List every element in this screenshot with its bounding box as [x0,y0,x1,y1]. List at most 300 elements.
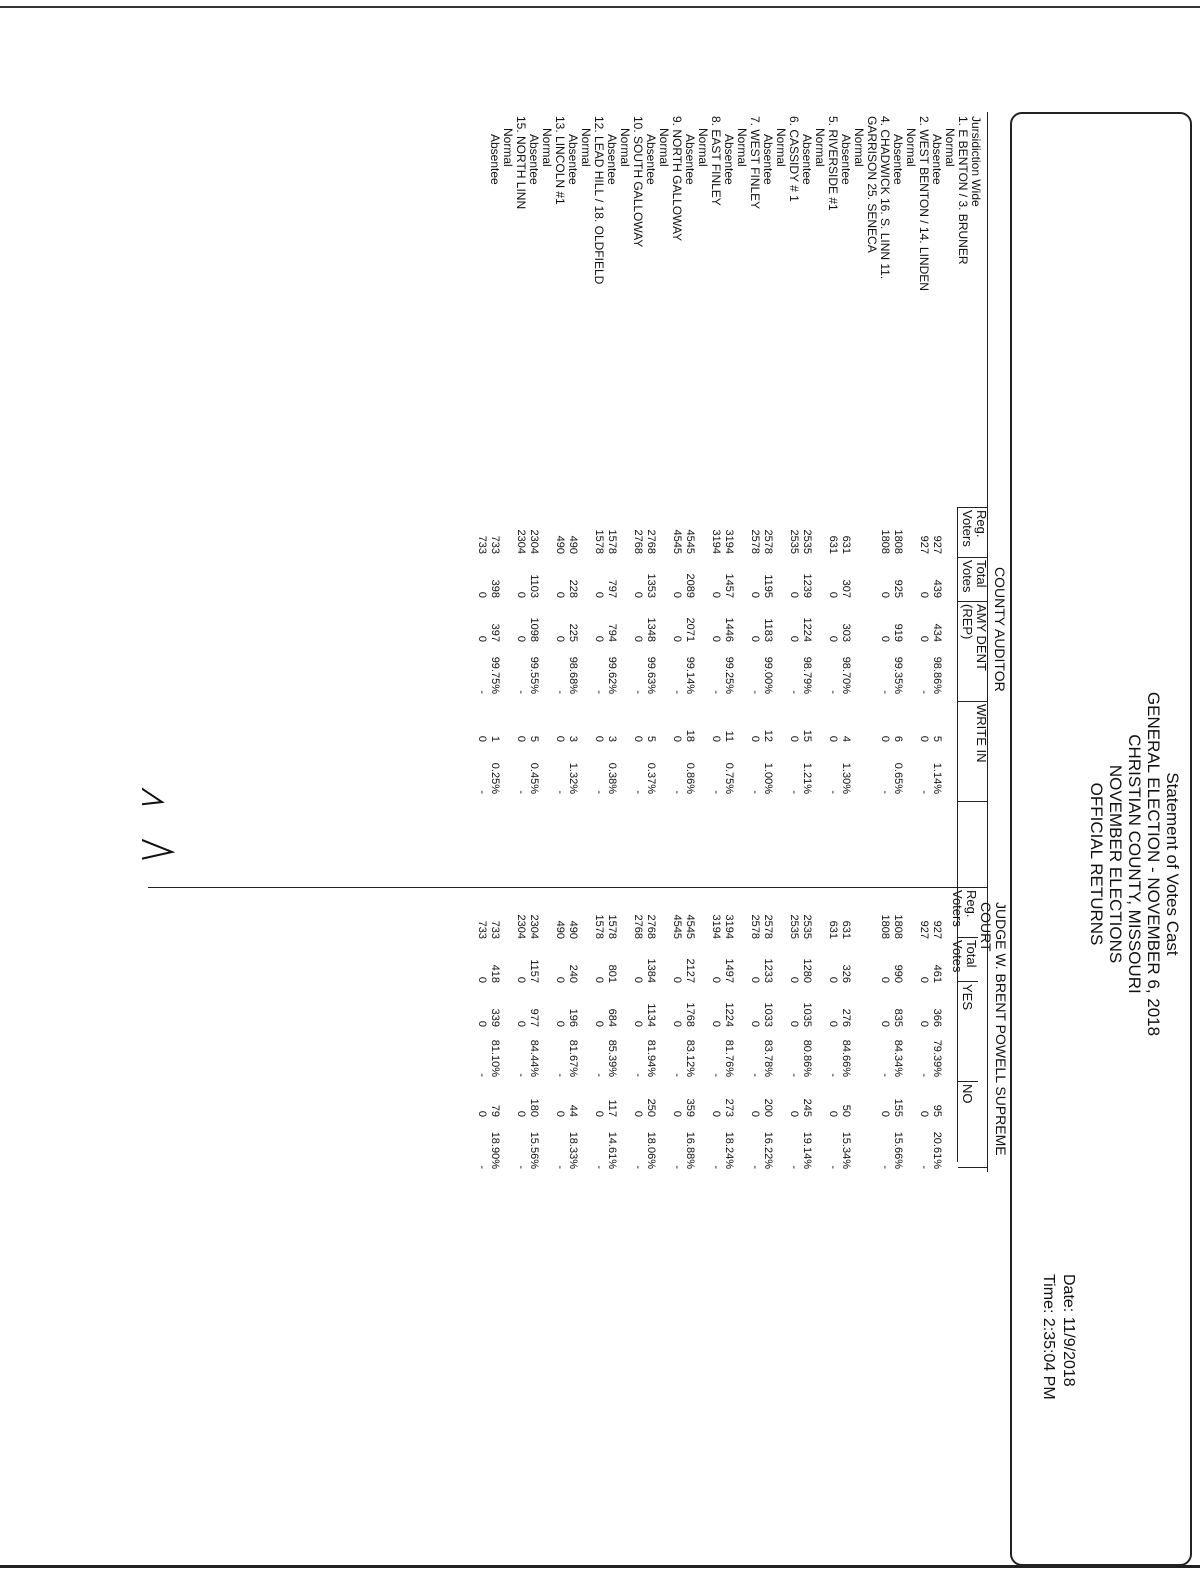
header-text: (REP) [960,604,975,640]
jurisdiction-group: 6. CASSIDY # 1 [787,116,801,202]
table-cell: 1224 [801,617,813,642]
table-cell: 200 [762,1098,774,1117]
table-cell: 631 [840,920,852,939]
table-cell: 0 [788,976,800,983]
table-row [891,507,904,882]
table-cell: 2578 [762,914,774,939]
jurisdiction-rows [488,116,969,406]
judge-title [978,902,1008,1156]
table-cell: 0 [593,591,605,598]
table-cell: - [593,790,605,794]
table-cell: 1224 [723,1002,735,1027]
table-cell: 1768 [684,1002,696,1027]
jurisdiction-subrow: Absentee [683,134,697,185]
table-row [605,887,618,1177]
table-cell: 0.45% [528,762,540,794]
header-text: Votes [960,560,975,593]
table-cell: 490 [567,920,579,939]
table-cell: 733 [476,535,488,554]
table-cell: 307 [840,579,852,598]
table-cell: 99.62% [606,656,618,694]
table-cell: 196 [567,1008,579,1027]
signature-scribble [142,762,172,952]
table-row [540,887,553,1177]
table-cell: 0 [879,591,891,598]
table-cell: 0 [827,1020,839,1027]
table-cell: 990 [892,964,904,983]
header-bottom-rule [957,507,958,1162]
judge-title-line2: COURT [978,902,994,952]
judge-no-header: NO [960,1084,975,1104]
table-cell: 0 [749,976,761,983]
header-box [1010,112,1192,1566]
table-cell: 1280 [801,958,813,983]
table-cell: 0 [515,735,527,742]
table-cell: - [710,790,722,794]
table-row [475,507,488,882]
table-cell: 15 [801,729,813,742]
table-cell: 0 [671,1020,683,1027]
table-cell: 4545 [684,914,696,939]
table-cell: 0 [632,635,644,642]
table-row [644,507,657,882]
table-cell: 15.66% [892,1131,904,1169]
table-row [865,887,878,1177]
table-cell: 19.14% [801,1131,813,1169]
table-cell: 18 [684,729,696,742]
table-row [943,887,956,1177]
table-cell: 79 [489,1104,501,1117]
table-cell: 1134 [645,1003,657,1027]
table-cell: 0 [476,591,488,598]
table-cell: 98.70% [840,656,852,694]
table-cell: 20.61% [931,1131,943,1169]
jurisdiction-subrow: Normal [579,128,593,167]
table-cell: 6 [892,735,904,742]
table-cell: 1033 [762,1002,774,1027]
title-line: Statement of Votes Cast [1163,772,1182,956]
table-cell: - [632,1073,644,1077]
table-row [878,887,891,1177]
jurisdiction-subrow: Normal [904,128,918,167]
table-row [553,507,566,882]
table-cell: 250 [645,1098,657,1117]
table-cell: 12 [762,729,774,742]
table-cell: 2304 [515,914,527,939]
table-cell: 0 [671,591,683,598]
table-cell: 15.34% [840,1131,852,1169]
table-row [761,887,774,1177]
table-cell: 397 [489,623,501,642]
table-row [774,507,787,882]
jurisdiction-header: Jursidiction Wide [969,116,983,207]
table-cell: 81.67% [567,1039,579,1077]
column-rule [958,1167,988,1168]
table-row [618,887,631,1177]
table-cell: 0 [632,591,644,598]
table-cell: 2089 [684,573,696,598]
table-top-rule [987,112,988,1172]
table-cell: 684 [606,1008,618,1027]
table-cell: 3194 [723,529,735,554]
table-cell: 3 [567,735,579,742]
table-cell: 2304 [528,914,540,939]
table-cell: 0.38% [606,762,618,794]
statement-sheet [142,112,1192,1572]
table-cell: 0 [554,591,566,598]
table-cell: 84.66% [840,1039,852,1077]
table-cell: - [632,690,644,694]
table-cell: - [593,690,605,694]
jurisdiction-subrow: Normal [735,128,749,167]
table-cell: - [515,790,527,794]
table-cell: 240 [567,964,579,983]
header-text: Reg. [964,890,979,918]
table-cell: 1.14% [931,762,943,794]
table-cell: - [710,1073,722,1077]
table-cell: 927 [931,920,943,939]
table-cell: 85.39% [606,1039,618,1077]
table-cell: 18.06% [645,1131,657,1169]
table-cell: 155 [892,1098,904,1117]
table-row [800,507,813,882]
table-cell: 835 [892,1008,904,1027]
table-cell: 0 [827,735,839,742]
jurisdiction-subrow: Normal [774,128,788,167]
table-cell: 0 [476,735,488,742]
table-cell: 2535 [788,914,800,939]
table-row [670,507,683,882]
table-row [592,887,605,1177]
table-row [657,887,670,1177]
table-row [514,887,527,1177]
jurisdiction-subrow: Normal [813,128,827,167]
table-cell: 44 [567,1104,579,1117]
table-cell: 1 [489,735,501,742]
table-cell: - [515,1165,527,1169]
jurisdiction-group: 2. WEST BENTON / 14. LINDEN [917,116,931,291]
table-cell: - [879,1073,891,1077]
table-cell: 98.86% [931,656,943,694]
column-rule [958,701,988,702]
table-cell: 0 [749,735,761,742]
table-cell: 0 [671,735,683,742]
table-cell: 927 [918,535,930,554]
table-row [579,887,592,1177]
column-rule [958,601,988,602]
table-cell: 1497 [723,958,735,983]
header-text: Total [974,560,989,588]
table-cell: 117 [606,1099,618,1117]
table-cell: 339 [489,1008,501,1027]
table-cell: 4545 [671,529,683,554]
table-row [839,887,852,1177]
table-cell: 0 [749,591,761,598]
table-cell: 631 [840,535,852,554]
table-cell: 1157 [528,959,540,983]
table-cell: 0.37% [645,762,657,794]
table-row [852,887,865,1177]
auditor-reg-header [960,510,988,547]
table-cell: 1.30% [840,762,852,794]
table-row [670,887,683,1177]
table-row [722,507,735,882]
table-cell: 2768 [632,529,644,554]
top-page-rule [0,6,1200,8]
table-cell: 2768 [632,914,644,939]
table-cell: 0 [879,635,891,642]
table-cell: 0 [515,591,527,598]
jurisdiction-subrow: Absentee [566,134,580,185]
table-cell: 1103 [528,574,540,598]
table-cell: 14.61% [606,1131,618,1169]
table-row [540,507,553,882]
table-row [709,507,722,882]
table-cell: 99.55% [528,656,540,694]
table-cell: 326 [840,964,852,983]
jurisdiction-group: 5. RIVERSIDE #1 [826,116,840,211]
jurisdiction-subrow: Absentee [930,134,944,185]
table-cell: 977 [528,1008,540,1027]
table-cell: - [749,1073,761,1077]
table-row [878,507,891,882]
table-cell: 631 [827,920,839,939]
table-cell: - [749,690,761,694]
jurisdiction-subrow: Absentee [527,134,541,185]
table-row [943,507,956,882]
table-cell: 3194 [710,529,722,554]
table-cell: 1457 [723,573,735,598]
table-cell: 0 [749,635,761,642]
table-cell: 1.32% [567,762,579,794]
jurisdiction-group: GARRISON 25. SENECA [865,116,879,253]
table-cell: 2304 [528,529,540,554]
table-cell: 0 [632,735,644,742]
jurisdiction-subrow: Absentee [800,134,814,185]
judge-results-table [475,887,956,1177]
table-cell: - [710,690,722,694]
table-row [761,507,774,882]
table-cell: 359 [684,1098,696,1117]
header-text: Voters [960,510,975,547]
jurisdiction-group: 1. E BENTON / 3. BRUNER [956,116,970,265]
table-cell: 0 [671,976,683,983]
column-rule [958,801,988,802]
table-cell: 490 [554,920,566,939]
table-cell: 1446 [723,617,735,642]
header-text: Reg. [974,510,989,538]
table-cell: 0 [710,1110,722,1117]
column-rule [958,507,988,508]
table-cell: 95 [931,1104,943,1117]
table-cell: 1578 [606,914,618,939]
table-cell: - [515,1073,527,1077]
table-cell: 3194 [723,914,735,939]
table-cell: 1808 [879,914,891,939]
auditor-total-header [960,560,988,593]
table-cell: 99.35% [892,656,904,694]
table-row [748,887,761,1177]
table-row [514,507,527,882]
table-cell: - [476,690,488,694]
table-row [553,887,566,1177]
table-cell: 461 [931,964,943,983]
table-cell: 3194 [710,914,722,939]
table-cell: - [476,790,488,794]
table-row [501,887,514,1177]
table-cell: 0 [879,976,891,983]
table-row [527,507,540,882]
table-cell: 99.75% [489,656,501,694]
jurisdiction-subrow: Normal [696,128,710,167]
table-row [735,887,748,1177]
table-cell: 1578 [593,914,605,939]
table-cell: 0 [476,635,488,642]
table-cell: 0 [710,591,722,598]
table-cell: 1195 [762,574,774,598]
table-cell: 83.78% [762,1039,774,1077]
table-cell: 4545 [671,914,683,939]
table-cell: - [554,790,566,794]
table-cell: - [788,690,800,694]
table-cell: 2578 [762,529,774,554]
table-cell: 2535 [801,529,813,554]
auditor-candidate-header [960,604,988,671]
table-cell: - [671,690,683,694]
jurisdiction-subrow: Absentee [605,134,619,185]
table-cell: 1098 [528,617,540,642]
table-cell: 2127 [684,958,696,983]
table-cell: 0 [515,1020,527,1027]
table-cell: 1808 [892,529,904,554]
table-cell: 16.88% [684,1131,696,1169]
jurisdiction-subrow: Normal [618,128,632,167]
table-cell: 0 [593,1110,605,1117]
table-cell: - [554,1073,566,1077]
date-time-block [1038,1274,1078,1554]
table-cell: 15.56% [528,1131,540,1169]
title-line: CHRISTIAN COUNTY, MISSOURI [1125,734,1144,994]
table-row [813,507,826,882]
table-cell: - [554,690,566,694]
table-cell: 0 [827,591,839,598]
table-cell: 1808 [879,529,891,554]
header-text: Votes [950,940,965,973]
table-cell: 919 [892,623,904,642]
table-cell: - [593,1073,605,1077]
table-row [891,887,904,1177]
table-cell: 2071 [684,617,696,642]
table-cell: - [879,1165,891,1169]
table-cell: 2535 [788,529,800,554]
table-cell: - [879,690,891,694]
table-row [774,887,787,1177]
jurisdiction-group: 15. NORTH LINN [514,116,528,210]
county-auditor-title: COUNTY AUDITOR [992,567,1008,692]
table-cell: 0.86% [684,762,696,794]
header-text: Voters [950,890,965,927]
table-cell: 733 [476,920,488,939]
column-rule [958,981,978,982]
table-cell: 0 [515,1110,527,1117]
table-cell: 2535 [801,914,813,939]
jurisdiction-group: 13. LINCOLN #1 [553,116,567,205]
table-cell: 50 [840,1104,852,1117]
table-cell: - [918,1073,930,1077]
table-cell: - [879,790,891,794]
table-row [748,507,761,882]
table-row [904,507,917,882]
table-row [657,507,670,882]
jurisdiction-subrow: Normal [501,128,515,167]
table-cell: - [710,1165,722,1169]
jurisdiction-list [488,116,982,406]
table-cell: 439 [931,579,943,598]
table-cell: - [632,1165,644,1169]
table-cell: 16.22% [762,1131,774,1169]
print-date: Date: 11/9/2018 [1060,1274,1077,1387]
table-cell: 0 [918,735,930,742]
table-row [826,887,839,1177]
table-cell: 0 [788,591,800,598]
table-row [579,507,592,882]
table-cell: 0 [879,1020,891,1027]
jurisdiction-group: 7. WEST FINLEY [748,116,762,210]
table-cell: 0 [632,1110,644,1117]
table-cell: - [632,790,644,794]
jurisdiction-subrow: Normal [852,128,866,167]
table-cell: 733 [489,535,501,554]
table-cell: 4 [840,735,852,742]
table-cell: 0 [879,1110,891,1117]
table-cell: - [918,790,930,794]
table-cell: 0 [788,1020,800,1027]
table-cell: 0 [554,1110,566,1117]
table-cell: 0 [788,635,800,642]
header-text: Total [964,940,979,968]
judge-title-line1: JUDGE W. BRENT POWELL SUPREME [993,902,1009,1156]
table-cell: 1578 [606,529,618,554]
table-cell: 0 [632,1020,644,1027]
judge-yes-header: YES [960,984,975,1011]
table-cell: 0 [554,635,566,642]
table-cell: 0 [788,735,800,742]
table-cell: 1578 [593,529,605,554]
table-cell: 0 [515,635,527,642]
table-cell: 81.94% [645,1039,657,1077]
table-cell: 0 [593,976,605,983]
table-row [787,887,800,1177]
jurisdiction-subrow: Normal [540,128,554,167]
table-cell: 418 [489,964,501,983]
table-row [488,507,501,882]
table-row [566,887,579,1177]
table-cell: - [671,790,683,794]
table-cell: 1348 [645,617,657,642]
table-cell: 18.24% [723,1131,735,1169]
table-cell: 0 [918,1020,930,1027]
table-cell: 0 [476,976,488,983]
table-cell: 1.21% [801,762,813,794]
table-cell: - [671,1165,683,1169]
table-row [566,507,579,882]
table-cell: 434 [931,623,943,642]
table-cell: 2768 [645,914,657,939]
table-cell: 1239 [801,573,813,598]
table-cell: 2578 [749,914,761,939]
table-cell: 925 [892,579,904,598]
table-cell: 0 [554,735,566,742]
